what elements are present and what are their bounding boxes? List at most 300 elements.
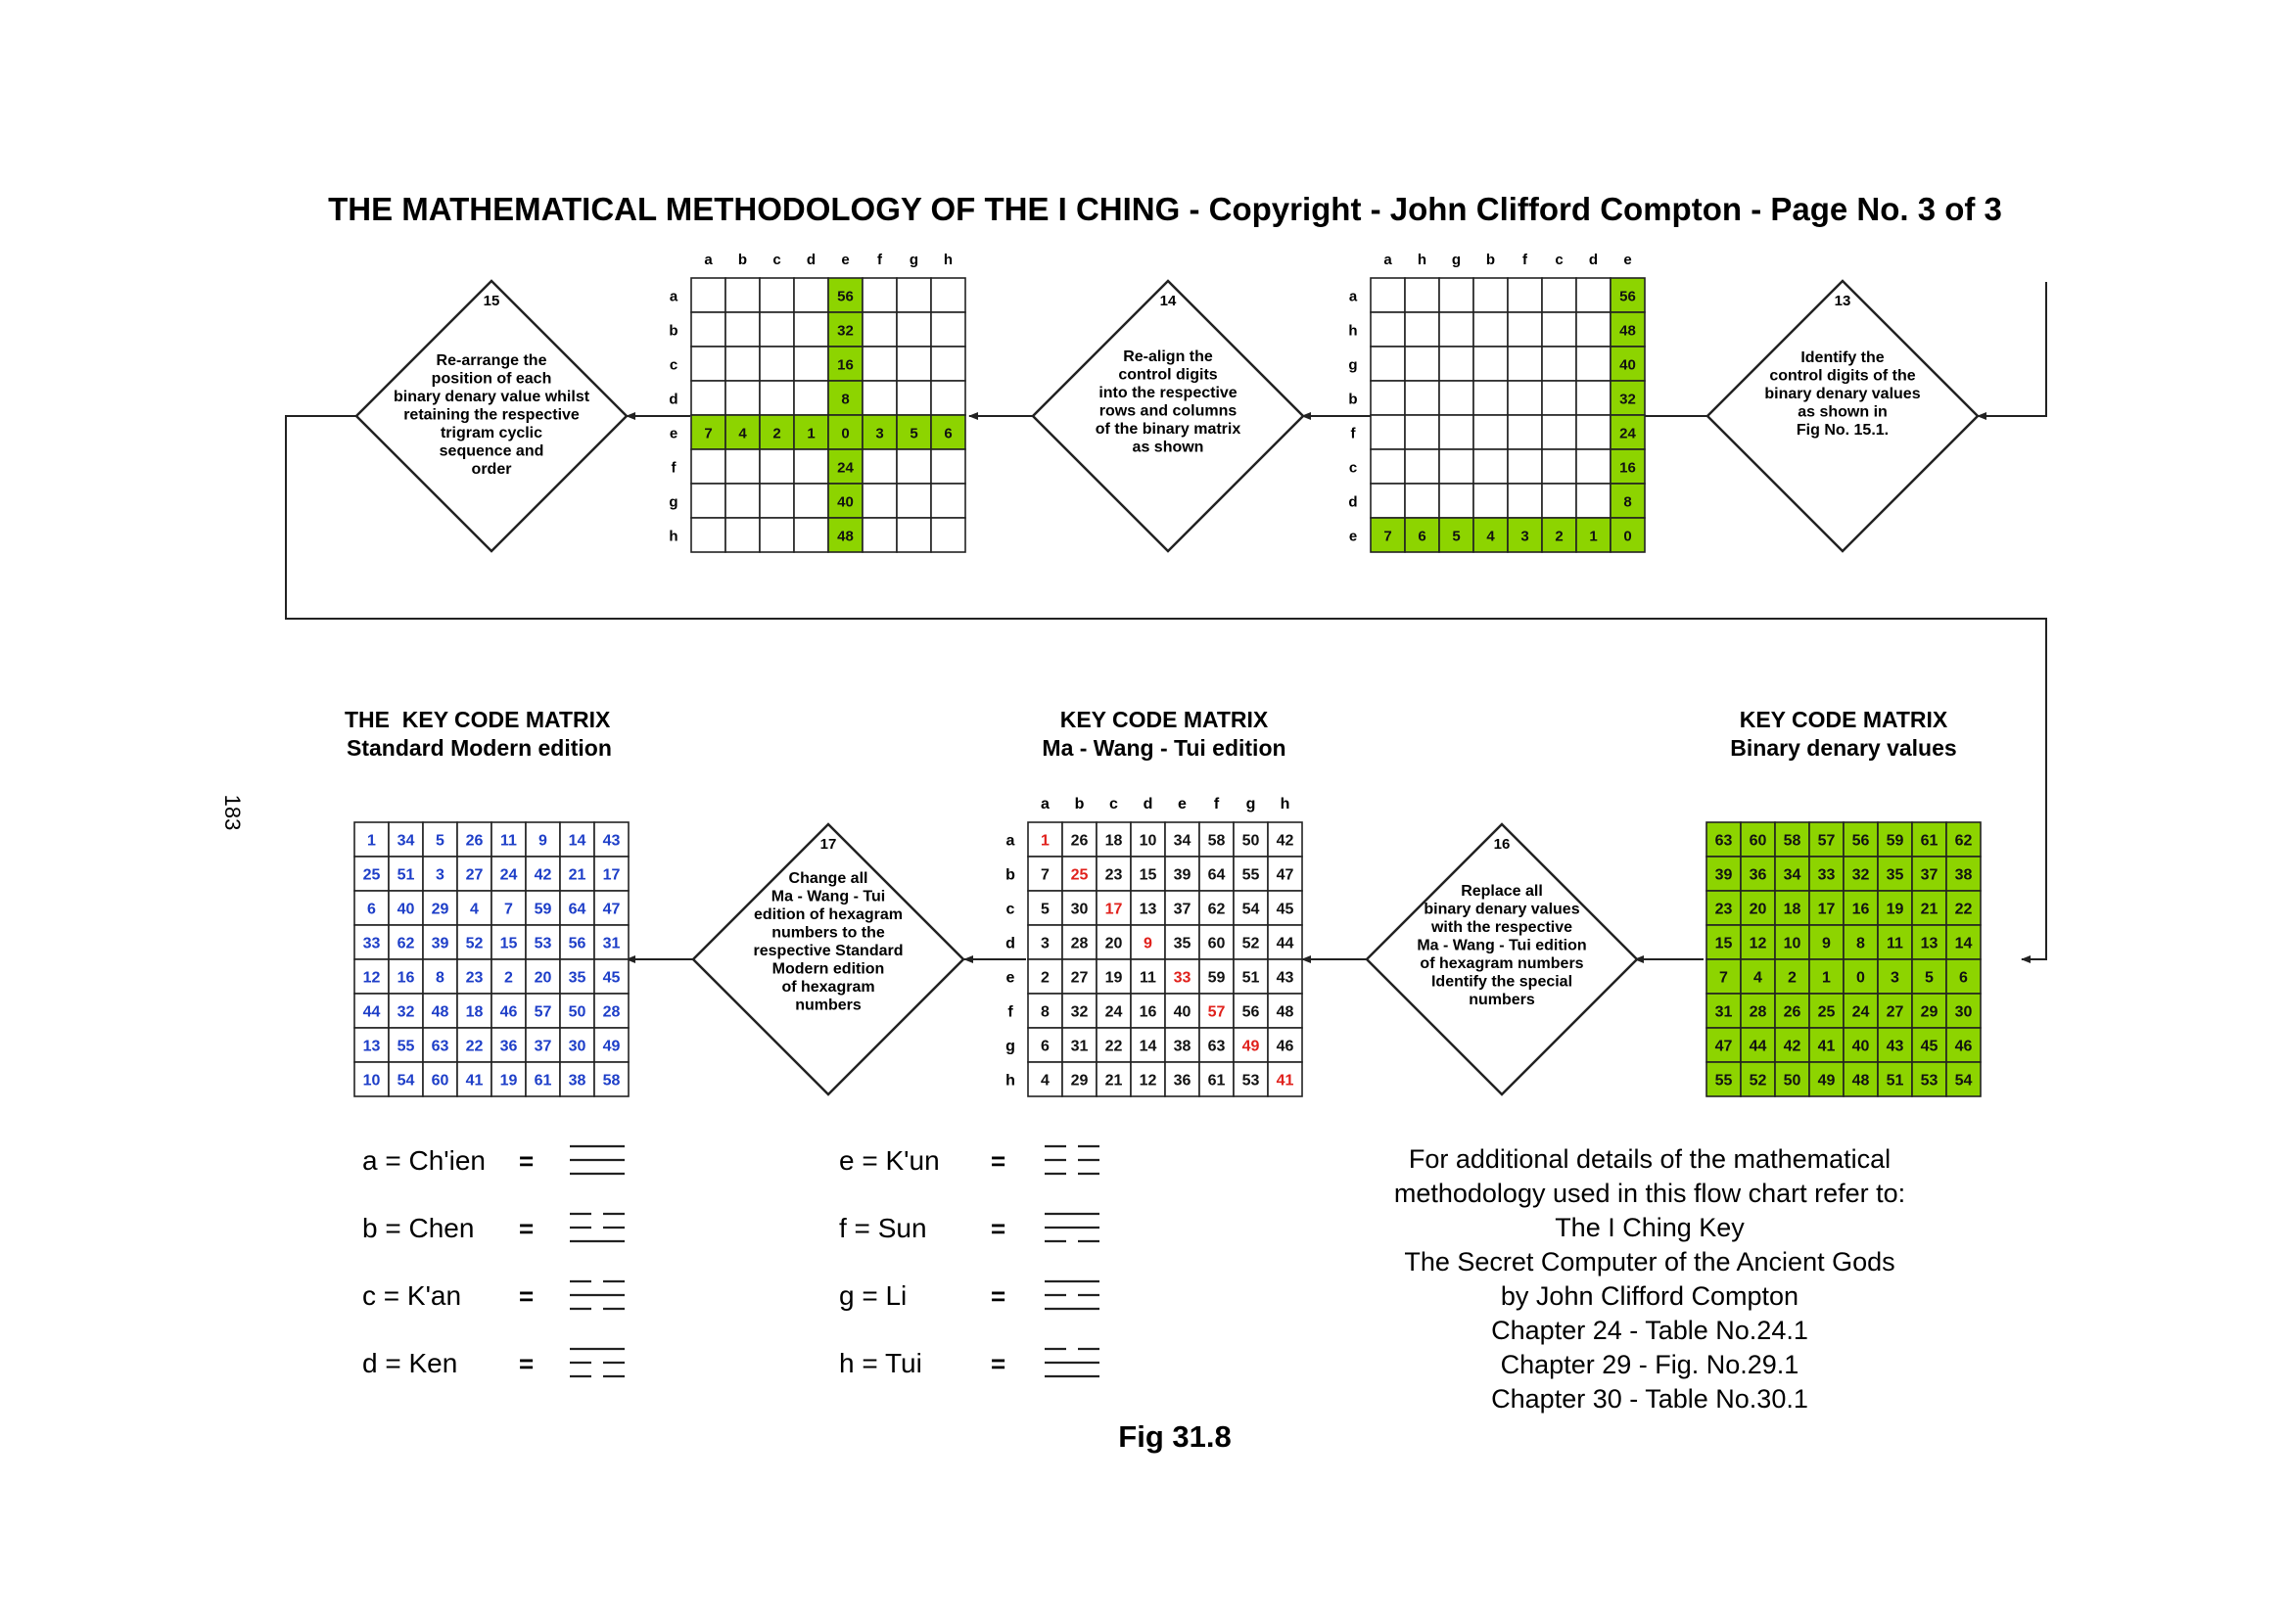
tr-grid-control-value: 0 bbox=[1623, 528, 1632, 545]
mwt-matrix-column-label: e bbox=[1178, 796, 1187, 812]
tr-grid-control-value: 5 bbox=[1452, 528, 1461, 545]
tl-grid-empty-cell bbox=[794, 518, 828, 552]
binary-matrix-value: 15 bbox=[1714, 935, 1733, 952]
mwt-matrix-special-value: 17 bbox=[1104, 901, 1123, 918]
mwt-matrix-value: 19 bbox=[1104, 969, 1123, 987]
mwt-matrix-value: 10 bbox=[1139, 832, 1157, 850]
standard-matrix-value: 45 bbox=[602, 969, 621, 987]
tl-grid-empty-cell bbox=[863, 484, 897, 518]
mwt-matrix-row-label: d bbox=[1005, 935, 1015, 952]
tr-grid-empty-cell bbox=[1439, 347, 1473, 381]
tl-grid-column-label: b bbox=[737, 252, 748, 268]
top-left-control-grid bbox=[669, 252, 965, 552]
standard-matrix-value: 3 bbox=[436, 866, 444, 884]
legend-equals-sign: = bbox=[519, 1146, 535, 1176]
mwt-matrix-value: 7 bbox=[1041, 866, 1050, 884]
mwt-matrix-row-label: b bbox=[1005, 866, 1015, 884]
tr-grid-control-value: 16 bbox=[1619, 459, 1636, 477]
tl-grid-control-value: 0 bbox=[841, 425, 850, 442]
mwt-matrix-column-label: g bbox=[1245, 796, 1256, 812]
mwt-matrix-column-label: f bbox=[1213, 796, 1220, 812]
mwt-matrix-value: 28 bbox=[1070, 935, 1089, 952]
step-17-number: 17 bbox=[819, 836, 837, 853]
mwt-matrix-value: 60 bbox=[1207, 935, 1226, 952]
tr-grid-empty-cell bbox=[1508, 381, 1542, 415]
binary-matrix-value: 8 bbox=[1856, 935, 1865, 952]
trigram-symbol-icon bbox=[1045, 1281, 1099, 1309]
tl-grid-control-value: 48 bbox=[837, 528, 854, 545]
tr-grid-row-label: a bbox=[1348, 288, 1358, 305]
binary-matrix-value: 7 bbox=[1719, 969, 1728, 987]
tr-grid-row-label: g bbox=[1348, 356, 1358, 374]
binary-matrix-value: 58 bbox=[1783, 832, 1801, 850]
step-16-number: 16 bbox=[1493, 836, 1511, 853]
tl-grid-empty-cell bbox=[897, 312, 931, 347]
binary-matrix-value: 17 bbox=[1817, 901, 1836, 918]
tr-grid-row-label: f bbox=[1350, 425, 1356, 442]
tl-grid-row-label: c bbox=[669, 356, 678, 374]
standard-matrix-value: 60 bbox=[431, 1072, 449, 1090]
tl-grid-empty-cell bbox=[760, 449, 794, 484]
standard-matrix-value: 13 bbox=[362, 1038, 381, 1055]
standard-matrix-value: 25 bbox=[362, 866, 381, 884]
tl-grid-empty-cell bbox=[897, 484, 931, 518]
tl-grid-empty-cell bbox=[760, 278, 794, 312]
tr-grid-empty-cell bbox=[1576, 312, 1611, 347]
tr-grid-empty-cell bbox=[1508, 278, 1542, 312]
tl-grid-empty-cell bbox=[897, 449, 931, 484]
tr-grid-empty-cell bbox=[1371, 415, 1405, 449]
tl-grid-empty-cell bbox=[725, 381, 760, 415]
tr-grid-empty-cell bbox=[1371, 449, 1405, 484]
tl-grid-control-value: 5 bbox=[910, 425, 918, 442]
mwt-matrix-column-label: a bbox=[1041, 796, 1050, 812]
binary-matrix-value: 51 bbox=[1886, 1072, 1904, 1090]
tr-grid-empty-cell bbox=[1405, 312, 1439, 347]
tl-grid-empty-cell bbox=[794, 381, 828, 415]
standard-matrix-value: 1 bbox=[367, 832, 376, 850]
tl-grid-empty-cell bbox=[725, 518, 760, 552]
tr-grid-row-label: c bbox=[1348, 459, 1358, 477]
step-17-text-line: Modern edition bbox=[771, 960, 885, 978]
legend-trigram-label: g = Li bbox=[839, 1280, 908, 1311]
step-15-text-line: binary denary value whilst bbox=[393, 389, 590, 405]
tl-grid-control-value: 6 bbox=[944, 425, 953, 442]
standard-matrix-subheading: Standard Modern edition bbox=[347, 735, 612, 761]
tl-grid-row-label: h bbox=[669, 528, 678, 545]
binary-matrix-value: 14 bbox=[1954, 935, 1973, 952]
step-14-text-line: as shown bbox=[1132, 439, 1204, 456]
tr-grid-empty-cell bbox=[1473, 347, 1508, 381]
binary-matrix-value: 49 bbox=[1817, 1072, 1836, 1090]
standard-matrix-value: 18 bbox=[465, 1003, 484, 1021]
standard-modern-matrix bbox=[354, 822, 629, 1096]
tl-grid-empty-cell bbox=[760, 312, 794, 347]
tr-grid-empty-cell bbox=[1576, 484, 1611, 518]
tr-grid-empty-cell bbox=[1371, 381, 1405, 415]
mwt-matrix-special-value: 25 bbox=[1070, 866, 1089, 884]
mwt-matrix-special-value: 33 bbox=[1173, 969, 1191, 987]
binary-matrix-value: 63 bbox=[1714, 832, 1733, 850]
standard-matrix-value: 50 bbox=[568, 1003, 586, 1021]
step-15-text-line: trigram cyclic bbox=[440, 425, 543, 441]
mwt-matrix-special-value: 57 bbox=[1207, 1003, 1226, 1021]
trigram-symbol-icon bbox=[570, 1214, 625, 1241]
binary-matrix-value: 33 bbox=[1817, 866, 1836, 884]
mwt-matrix-value: 2 bbox=[1041, 969, 1050, 987]
mwt-matrix-value: 23 bbox=[1104, 866, 1123, 884]
standard-matrix-value: 37 bbox=[534, 1038, 552, 1055]
tl-grid-column-label: e bbox=[841, 252, 850, 268]
binary-matrix-value: 54 bbox=[1954, 1072, 1973, 1090]
mwt-matrix-value: 22 bbox=[1104, 1038, 1123, 1055]
mwt-matrix-value: 5 bbox=[1041, 901, 1050, 918]
mwt-matrix-value: 62 bbox=[1207, 901, 1226, 918]
binary-matrix-value: 47 bbox=[1714, 1038, 1733, 1055]
step-16-text-line: Replace all bbox=[1461, 883, 1543, 900]
tl-grid-column-label: c bbox=[772, 252, 781, 268]
step-17-text-line: respective Standard bbox=[753, 943, 904, 959]
tl-grid-control-value: 24 bbox=[837, 459, 854, 477]
binary-matrix-value: 2 bbox=[1788, 969, 1797, 987]
tr-grid-control-value: 40 bbox=[1619, 356, 1636, 374]
mwt-matrix-row-label: e bbox=[1005, 969, 1015, 987]
tl-grid-row-label: b bbox=[669, 322, 678, 340]
standard-matrix-value: 11 bbox=[500, 832, 517, 850]
tl-grid-empty-cell bbox=[725, 449, 760, 484]
binary-matrix-value: 25 bbox=[1817, 1003, 1836, 1021]
tl-grid-empty-cell bbox=[760, 518, 794, 552]
standard-matrix-value: 2 bbox=[504, 969, 513, 987]
mwt-matrix-row-label: g bbox=[1005, 1038, 1015, 1055]
tr-grid-empty-cell bbox=[1473, 381, 1508, 415]
trigram-legend bbox=[362, 1145, 1099, 1378]
standard-matrix-value: 51 bbox=[397, 866, 415, 884]
step-16-text-line: of hexagram numbers bbox=[1420, 955, 1584, 972]
tl-grid-empty-cell bbox=[691, 449, 725, 484]
mwt-matrix-value: 45 bbox=[1276, 901, 1294, 918]
standard-matrix-value: 34 bbox=[397, 832, 415, 850]
tr-grid-column-label: a bbox=[1383, 252, 1392, 268]
mwt-matrix-value: 44 bbox=[1276, 935, 1294, 952]
binary-matrix-value: 40 bbox=[1851, 1038, 1870, 1055]
binary-matrix-value: 41 bbox=[1817, 1038, 1836, 1055]
mwt-matrix-value: 30 bbox=[1070, 901, 1089, 918]
standard-matrix-value: 20 bbox=[534, 969, 552, 987]
step-14-text-line: Re-align the bbox=[1123, 348, 1213, 365]
binary-matrix-value: 37 bbox=[1920, 866, 1939, 884]
mwt-matrix-value: 51 bbox=[1241, 969, 1260, 987]
mwt-matrix-value: 21 bbox=[1104, 1072, 1123, 1090]
tl-grid-empty-cell bbox=[897, 347, 931, 381]
step-13-text-line: Fig No. 15.1. bbox=[1796, 422, 1890, 439]
tl-grid-control-value: 8 bbox=[841, 391, 850, 408]
tr-grid-empty-cell bbox=[1576, 347, 1611, 381]
tl-grid-row-label: a bbox=[669, 288, 678, 305]
mwt-matrix-special-value: 9 bbox=[1144, 935, 1152, 952]
step-14-diamond bbox=[1033, 281, 1303, 551]
tr-grid-empty-cell bbox=[1542, 381, 1576, 415]
tl-grid-empty-cell bbox=[691, 278, 725, 312]
binary-matrix-value: 32 bbox=[1851, 866, 1870, 884]
binary-matrix-value: 29 bbox=[1920, 1003, 1939, 1021]
step-13-diamond bbox=[1707, 281, 1978, 551]
binary-matrix-value: 27 bbox=[1886, 1003, 1904, 1021]
standard-matrix-value: 5 bbox=[436, 832, 444, 850]
tr-grid-control-value: 8 bbox=[1623, 493, 1632, 511]
legend-equals-sign: = bbox=[991, 1146, 1006, 1176]
standard-matrix-value: 58 bbox=[602, 1072, 621, 1090]
trigram-symbol-icon bbox=[570, 1349, 625, 1376]
step-17-text-line: edition of hexagram bbox=[753, 906, 904, 923]
binary-matrix-value: 0 bbox=[1856, 969, 1865, 987]
standard-matrix-value: 36 bbox=[499, 1038, 518, 1055]
tl-grid-empty-cell bbox=[931, 278, 965, 312]
standard-matrix-value: 6 bbox=[367, 901, 376, 918]
tr-grid-empty-cell bbox=[1542, 312, 1576, 347]
tr-grid-column-label: e bbox=[1623, 252, 1632, 268]
standard-matrix-value: 46 bbox=[499, 1003, 518, 1021]
mwt-matrix-value: 58 bbox=[1207, 832, 1226, 850]
tr-grid-empty-cell bbox=[1439, 278, 1473, 312]
mwt-matrix-value: 31 bbox=[1070, 1038, 1089, 1055]
mwt-matrix-value: 42 bbox=[1276, 832, 1294, 850]
tr-grid-column-label: f bbox=[1522, 252, 1527, 268]
step-15-diamond bbox=[356, 281, 627, 551]
reference-line: methodology used in this flow chart refer to: bbox=[1393, 1179, 1906, 1208]
trigram-symbol-icon bbox=[570, 1146, 625, 1174]
reference-line: For additional details of the mathematical bbox=[1408, 1144, 1892, 1174]
standard-matrix-value: 33 bbox=[362, 935, 381, 952]
mwt-matrix-value: 38 bbox=[1173, 1038, 1191, 1055]
mwt-matrix-value: 64 bbox=[1207, 866, 1226, 884]
standard-matrix-value: 55 bbox=[397, 1038, 415, 1055]
standard-matrix-value: 10 bbox=[362, 1072, 381, 1090]
mwt-matrix-row-label: f bbox=[1007, 1003, 1013, 1021]
mwt-matrix-value: 36 bbox=[1173, 1072, 1191, 1090]
tl-grid-empty-cell bbox=[931, 381, 965, 415]
tr-grid-row-label: e bbox=[1348, 528, 1358, 545]
binary-matrix-value: 62 bbox=[1954, 832, 1973, 850]
tr-grid-empty-cell bbox=[1405, 278, 1439, 312]
step-14-text-line: rows and columns bbox=[1098, 402, 1238, 420]
mwt-matrix-value: 39 bbox=[1173, 866, 1191, 884]
mwt-matrix-value: 16 bbox=[1139, 1003, 1157, 1021]
step-16-text-line: binary denary values bbox=[1424, 901, 1580, 918]
tr-grid-row-label: b bbox=[1348, 391, 1358, 408]
tr-grid-empty-cell bbox=[1508, 484, 1542, 518]
tl-grid-control-value: 7 bbox=[704, 425, 713, 442]
step-14-text-line: control digits bbox=[1118, 366, 1218, 384]
step-14-text-line: into the respective bbox=[1098, 385, 1238, 401]
tl-grid-control-value: 4 bbox=[738, 425, 747, 442]
tr-grid-control-value: 6 bbox=[1418, 528, 1426, 545]
tl-grid-empty-cell bbox=[691, 312, 725, 347]
tr-grid-empty-cell bbox=[1371, 347, 1405, 381]
standard-matrix-value: 17 bbox=[602, 866, 621, 884]
legend-trigram-label: e = K'un bbox=[839, 1145, 940, 1176]
standard-matrix-value: 22 bbox=[465, 1038, 484, 1055]
binary-matrix-value: 39 bbox=[1714, 866, 1733, 884]
tr-grid-empty-cell bbox=[1371, 312, 1405, 347]
tr-grid-empty-cell bbox=[1371, 278, 1405, 312]
tr-grid-control-value: 7 bbox=[1383, 528, 1392, 545]
tr-grid-empty-cell bbox=[1405, 347, 1439, 381]
binary-matrix-value: 50 bbox=[1783, 1072, 1801, 1090]
legend-equals-sign: = bbox=[991, 1214, 1006, 1243]
mwt-matrix-value: 26 bbox=[1070, 832, 1089, 850]
tl-grid-empty-cell bbox=[691, 347, 725, 381]
standard-matrix-value: 49 bbox=[602, 1038, 621, 1055]
binary-matrix-value: 59 bbox=[1886, 832, 1904, 850]
tr-grid-empty-cell bbox=[1542, 415, 1576, 449]
binary-matrix-value: 22 bbox=[1954, 901, 1973, 918]
mwt-matrix-special-value: 41 bbox=[1276, 1072, 1294, 1090]
standard-matrix-value: 9 bbox=[538, 832, 547, 850]
tr-grid-column-label: h bbox=[1417, 252, 1427, 268]
connector-into-step-13 bbox=[1978, 282, 2046, 416]
mwt-matrix-row-label: h bbox=[1005, 1072, 1015, 1090]
mwt-matrix-value: 43 bbox=[1276, 969, 1294, 987]
binary-matrix-value: 31 bbox=[1714, 1003, 1733, 1021]
standard-matrix-value: 21 bbox=[568, 866, 586, 884]
figure-caption: Fig 31.8 bbox=[1118, 1419, 1232, 1454]
standard-matrix-value: 32 bbox=[397, 1003, 415, 1021]
standard-matrix-value: 23 bbox=[465, 969, 484, 987]
legend-trigram-label: c = K'an bbox=[362, 1280, 462, 1311]
binary-matrix-value: 53 bbox=[1920, 1072, 1939, 1090]
standard-matrix-value: 41 bbox=[465, 1072, 484, 1090]
mwt-matrix-value: 55 bbox=[1241, 866, 1260, 884]
mwt-matrix-value: 34 bbox=[1173, 832, 1191, 850]
standard-matrix-value: 15 bbox=[499, 935, 518, 952]
legend-equals-sign: = bbox=[991, 1349, 1006, 1378]
tl-grid-empty-cell bbox=[931, 484, 965, 518]
tl-grid-empty-cell bbox=[931, 449, 965, 484]
trigram-symbol-icon bbox=[1045, 1146, 1099, 1174]
reference-line: The Secret Computer of the Ancient Gods bbox=[1404, 1247, 1895, 1276]
standard-matrix-value: 53 bbox=[534, 935, 552, 952]
tl-grid-empty-cell bbox=[931, 312, 965, 347]
standard-matrix-value: 7 bbox=[504, 901, 513, 918]
standard-matrix-value: 26 bbox=[465, 832, 484, 850]
mwt-matrix-value: 6 bbox=[1041, 1038, 1050, 1055]
tl-grid-column-label: h bbox=[943, 252, 954, 268]
tl-grid-empty-cell bbox=[691, 518, 725, 552]
mwt-matrix-column-label: b bbox=[1074, 796, 1085, 812]
standard-matrix-value: 12 bbox=[362, 969, 381, 987]
standard-matrix-value: 47 bbox=[602, 901, 621, 918]
standard-matrix-value: 48 bbox=[431, 1003, 449, 1021]
binary-matrix-value: 18 bbox=[1783, 901, 1801, 918]
binary-matrix-value: 57 bbox=[1817, 832, 1836, 850]
mwt-matrix-value: 46 bbox=[1276, 1038, 1294, 1055]
reference-line: Chapter 30 - Table No.30.1 bbox=[1491, 1384, 1808, 1414]
standard-matrix-value: 42 bbox=[534, 866, 552, 884]
tl-grid-control-value: 3 bbox=[875, 425, 884, 442]
tr-grid-empty-cell bbox=[1542, 449, 1576, 484]
tr-grid-column-label: g bbox=[1451, 252, 1462, 268]
tr-grid-empty-cell bbox=[1405, 381, 1439, 415]
tr-grid-empty-cell bbox=[1405, 484, 1439, 518]
tl-grid-empty-cell bbox=[931, 518, 965, 552]
binary-matrix-value: 30 bbox=[1954, 1003, 1973, 1021]
binary-matrix-value: 21 bbox=[1920, 901, 1939, 918]
mwt-matrix-heading: KEY CODE MATRIX bbox=[1059, 707, 1269, 732]
binary-matrix-value: 45 bbox=[1920, 1038, 1939, 1055]
tl-grid-control-value: 2 bbox=[772, 425, 781, 442]
mwt-matrix-value: 56 bbox=[1241, 1003, 1260, 1021]
standard-matrix-value: 28 bbox=[602, 1003, 621, 1021]
binary-matrix-value: 1 bbox=[1822, 969, 1831, 987]
step-15-number: 15 bbox=[483, 293, 500, 309]
mwt-matrix-value: 59 bbox=[1207, 969, 1226, 987]
mwt-matrix-value: 61 bbox=[1207, 1072, 1226, 1090]
binary-matrix-value: 20 bbox=[1749, 901, 1767, 918]
standard-matrix-value: 38 bbox=[568, 1072, 586, 1090]
tr-grid-empty-cell bbox=[1576, 278, 1611, 312]
step-13-text-line: Identify the bbox=[1800, 349, 1885, 366]
step-16-text bbox=[1417, 883, 1586, 1008]
mwt-matrix-subheading: Ma - Wang - Tui edition bbox=[1042, 735, 1286, 761]
ma-wang-tui-matrix bbox=[1005, 796, 1302, 1096]
tl-grid-column-label: f bbox=[877, 252, 882, 268]
binary-matrix-value: 38 bbox=[1954, 866, 1973, 884]
mwt-matrix-value: 20 bbox=[1104, 935, 1123, 952]
standard-matrix-value: 57 bbox=[534, 1003, 552, 1021]
standard-matrix-value: 64 bbox=[568, 901, 586, 918]
tr-grid-empty-cell bbox=[1542, 484, 1576, 518]
standard-matrix-value: 35 bbox=[568, 969, 586, 987]
standard-matrix-value: 19 bbox=[499, 1072, 518, 1090]
step-16-diamond bbox=[1367, 824, 1637, 1094]
tr-grid-empty-cell bbox=[1439, 381, 1473, 415]
legend-trigram-label: a = Ch'ien bbox=[362, 1145, 486, 1176]
tl-grid-control-value: 16 bbox=[837, 356, 854, 374]
standard-matrix-value: 43 bbox=[602, 832, 621, 850]
tl-grid-empty-cell bbox=[863, 278, 897, 312]
references-note bbox=[1394, 1144, 1905, 1414]
mwt-matrix-value: 3 bbox=[1041, 935, 1050, 952]
tl-grid-empty-cell bbox=[863, 381, 897, 415]
mwt-matrix-row-label: c bbox=[1005, 901, 1015, 918]
tl-grid-control-value: 40 bbox=[837, 493, 854, 511]
binary-matrix-value: 43 bbox=[1886, 1038, 1904, 1055]
tr-grid-empty-cell bbox=[1439, 312, 1473, 347]
tl-grid-empty-cell bbox=[725, 278, 760, 312]
mwt-matrix-value: 12 bbox=[1139, 1072, 1157, 1090]
tl-grid-empty-cell bbox=[794, 347, 828, 381]
tr-grid-empty-cell bbox=[1508, 347, 1542, 381]
tl-grid-empty-cell bbox=[760, 484, 794, 518]
standard-matrix-value: 54 bbox=[397, 1072, 415, 1090]
standard-matrix-value: 61 bbox=[534, 1072, 552, 1090]
tr-grid-empty-cell bbox=[1405, 449, 1439, 484]
tr-grid-empty-cell bbox=[1542, 278, 1576, 312]
mwt-matrix-value: 52 bbox=[1241, 935, 1260, 952]
binary-matrix-value: 10 bbox=[1783, 935, 1801, 952]
tr-grid-empty-cell bbox=[1508, 415, 1542, 449]
tr-grid-empty-cell bbox=[1508, 312, 1542, 347]
tl-grid-row-label: f bbox=[671, 459, 677, 477]
tl-grid-control-value: 56 bbox=[837, 288, 854, 305]
legend-equals-sign: = bbox=[519, 1281, 535, 1311]
tl-grid-empty-cell bbox=[794, 449, 828, 484]
mwt-matrix-special-value: 49 bbox=[1241, 1038, 1260, 1055]
tr-grid-empty-cell bbox=[1576, 449, 1611, 484]
trigram-symbol-icon bbox=[1045, 1349, 1099, 1376]
tl-grid-empty-cell bbox=[760, 381, 794, 415]
